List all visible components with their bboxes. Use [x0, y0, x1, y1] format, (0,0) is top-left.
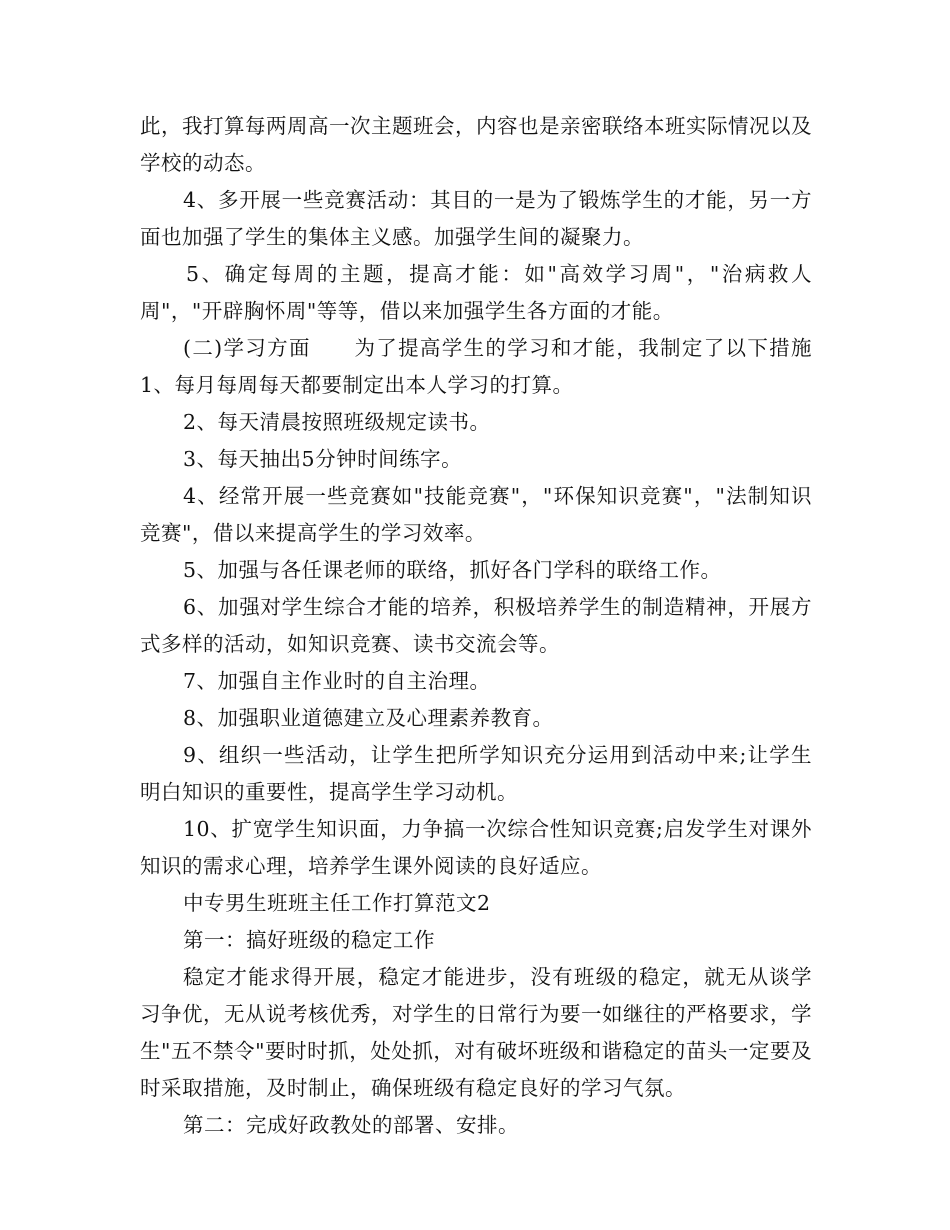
paragraph: 3、每天抽出5分钟时间练字。	[183, 447, 463, 471]
section-heading: 中专男生班班主任工作打算范文2	[183, 891, 491, 915]
document-body	[140, 108, 854, 1144]
paragraph: (二)学习方面 为了提高学生的学习和才能，我制定了以下措施 1、每月每周每天都要制定出本人学习的打算。	[140, 336, 854, 397]
paragraph: 5、确定每周的主题，提高才能：如"高效学习周"，"治病救人周"，"开辟胸怀周"等等，借以来加强学生各方面的才能。	[140, 262, 812, 323]
paragraph: 7、加强自主作业时的自主治理。	[183, 669, 491, 693]
paragraph: 6、加强对学生综合才能的培养，积极培养学生的制造精神，开展方式多样的活动，如知识竞赛、读书交流会等。	[140, 595, 812, 656]
paragraph: 4、多开展一些竞赛活动：其目的一是为了锻炼学生的才能，另一方面也加强了学生的集体主义感。加强学生间的凝聚力。	[140, 188, 812, 249]
paragraph: 10、扩宽学生知识面，力争搞一次综合性知识竞赛;启发学生对课外知识的需求心理，培养学生课外阅读的良好适应。	[140, 817, 812, 878]
paragraph: 5、加强与各任课老师的联络，抓好各门学科的联络工作。	[183, 558, 722, 582]
subsection-heading: 第一：搞好班级的稳定工作	[183, 928, 435, 952]
paragraph: 2、每天清晨按照班级规定读书。	[183, 410, 491, 434]
paragraph: 9、组织一些活动，让学生把所学知识充分运用到活动中来;让学生明白知识的重要性，提高学生学习动机。	[140, 743, 812, 804]
paragraph: 此，我打算每两周高一次主题班会，内容也是亲密联络本班实际情况以及学校的动态。	[140, 114, 812, 175]
paragraph: 4、经常开展一些竞赛如"技能竞赛"，"环保知识竞赛"，"法制知识竞赛"，借以来提高学生的学习效率。	[140, 484, 812, 545]
paragraph: 8、加强职业道德建立及心理素养教育。	[183, 706, 554, 730]
paragraph: 稳定才能求得开展，稳定才能进步，没有班级的稳定，就无从谈学习争优，无从说考核优秀，对学生的日常行为要一如继往的严格要求，学生"五不禁令"要时时抓，处处抓，对有破坏班级和谐稳定的苗头一定要及时采取措施，及时制止，确保班级有稳定良好的学习气氛。	[140, 965, 812, 1100]
subsection-heading: 第二：完成好政教处的部署、安排。	[183, 1113, 519, 1137]
